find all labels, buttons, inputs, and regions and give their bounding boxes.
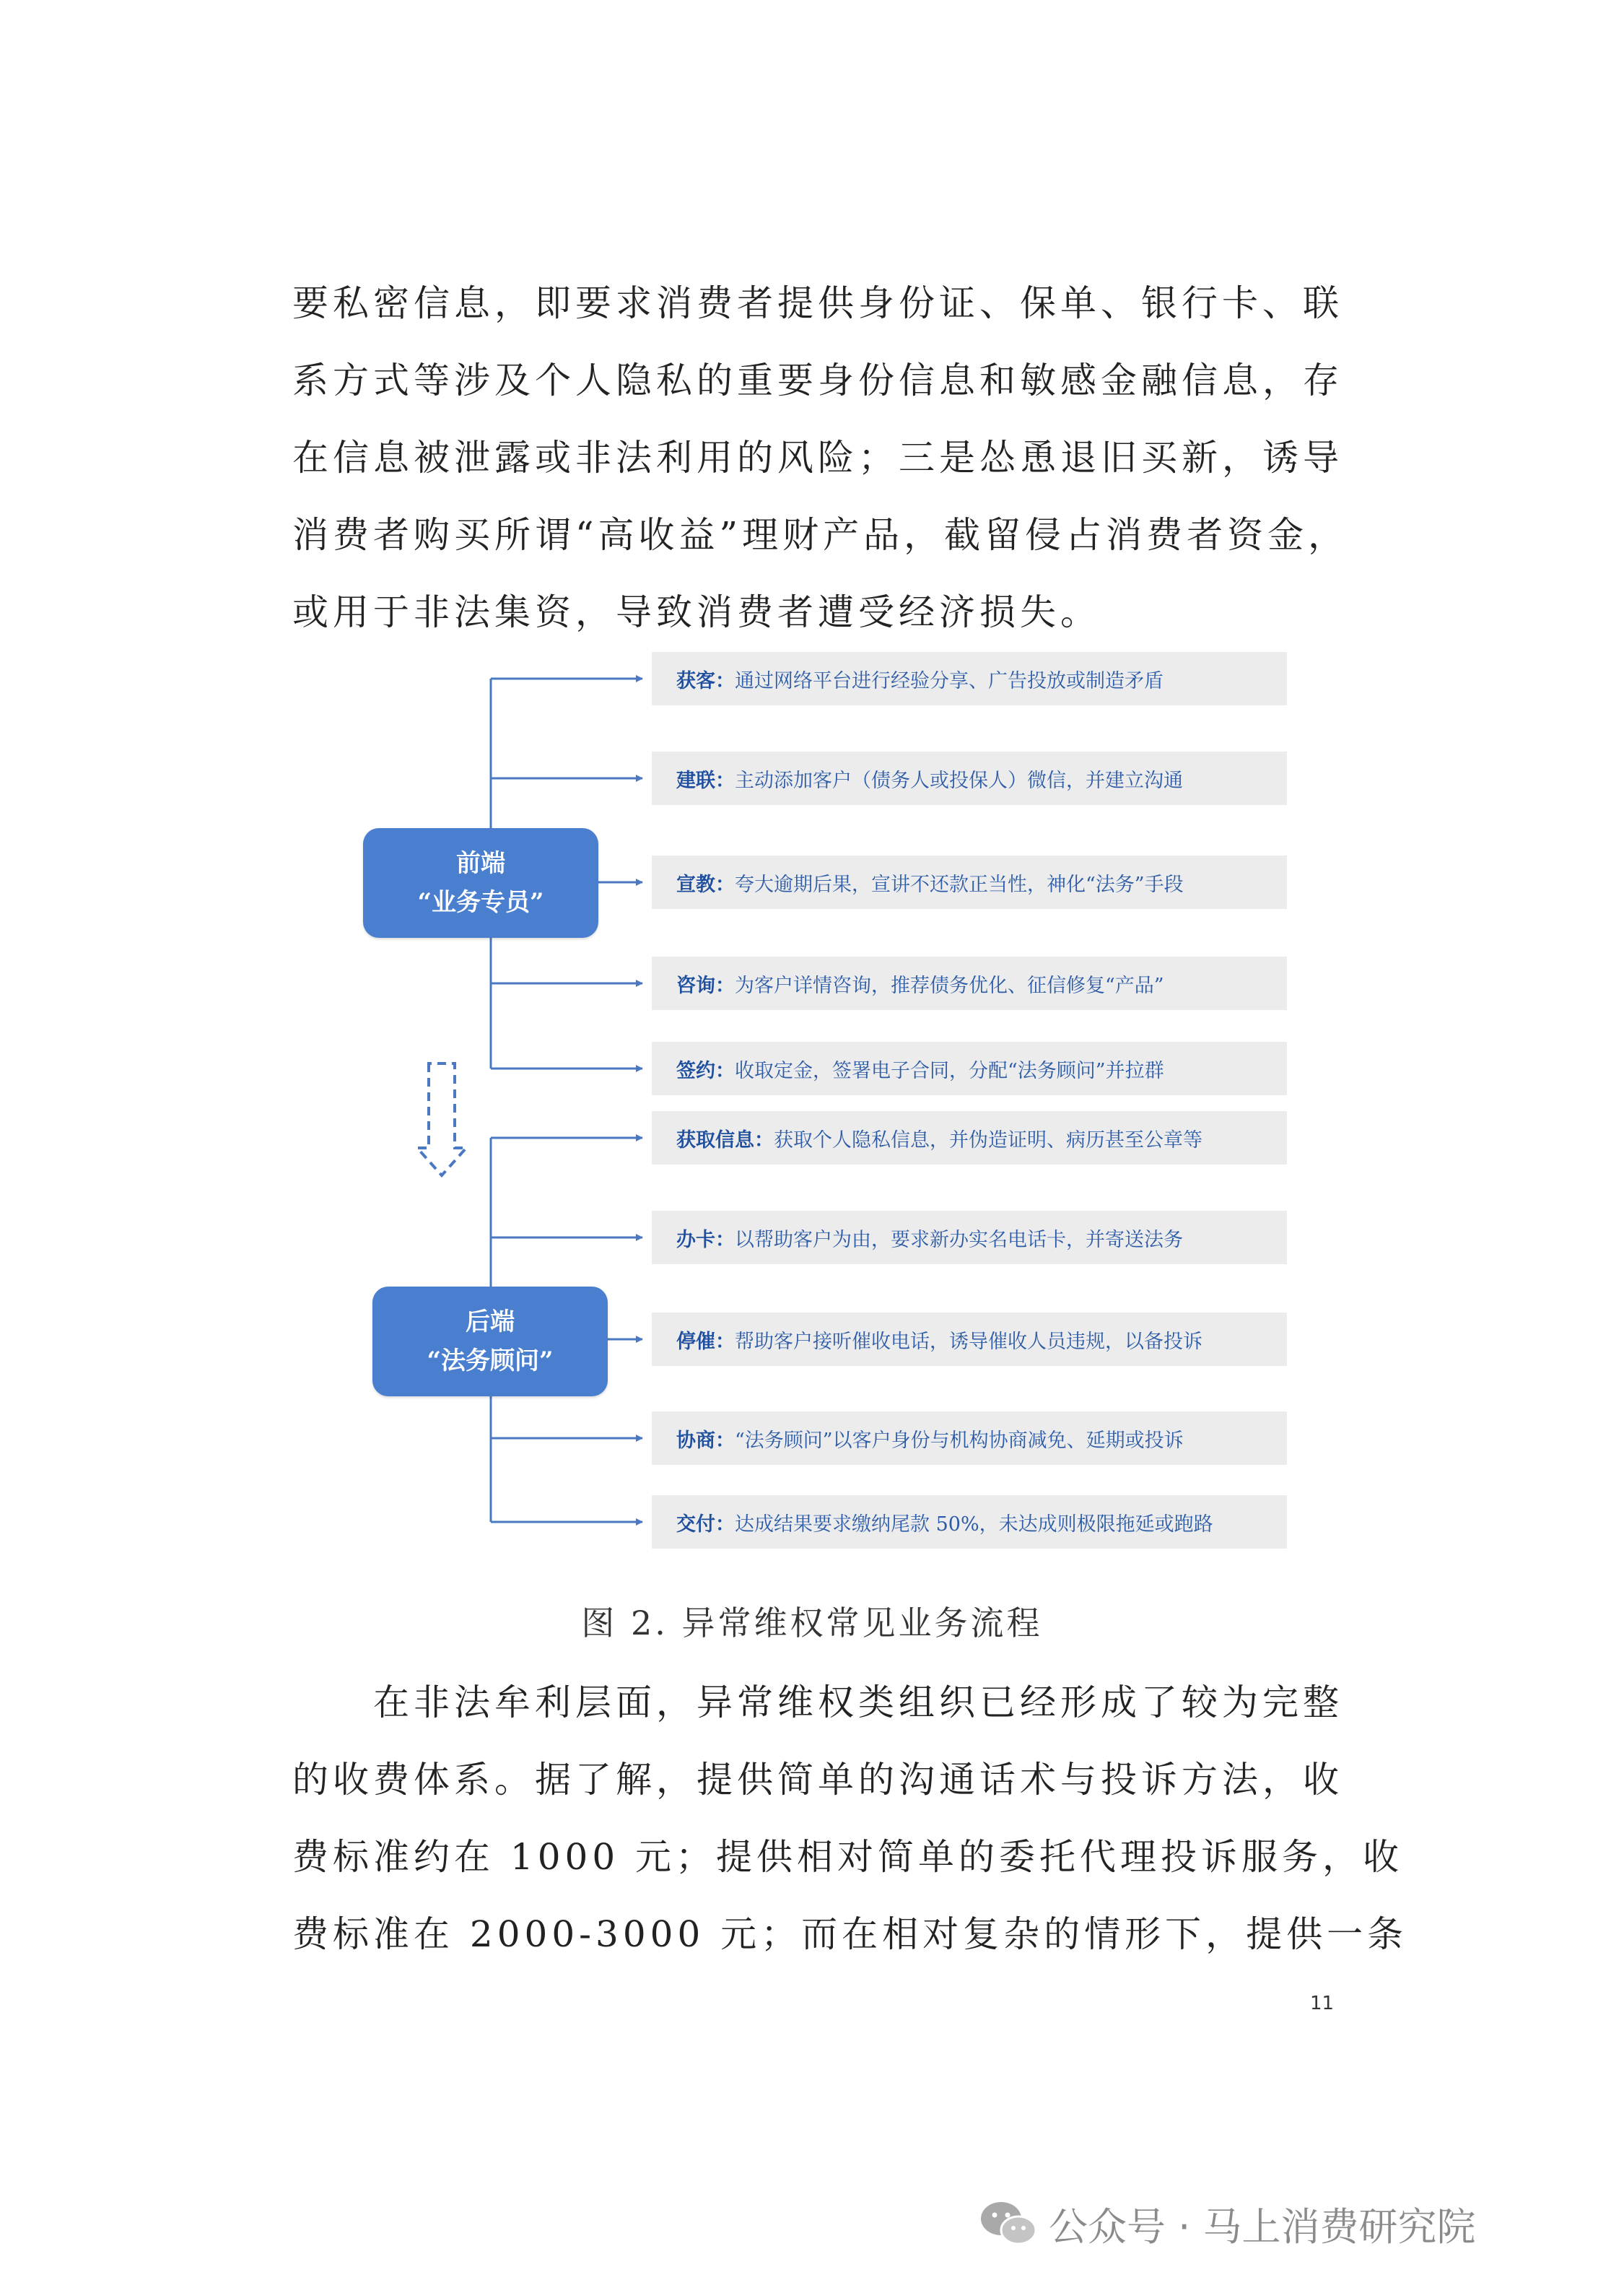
- step-box-deliver: [652, 1495, 1287, 1549]
- dashed-down-arrow: [417, 1063, 466, 1175]
- text-line: 消费者购买所谓“高收益”理财产品，截留侵占消费者资金，: [292, 514, 1349, 556]
- text-line: 系方式等涉及个人隐私的重要身份信息和敏感金融信息，存: [292, 360, 1343, 401]
- step-text: 收取定金，签署电子合同，分配“法务顾问”并拉群: [735, 1059, 1164, 1082]
- text-line: 在信息被泄露或非法利用的风险；三是怂恿退旧买新，诱导: [292, 437, 1343, 479]
- text-line: 要私密信息，即要求消费者提供身份证、保单、银行卡、联: [292, 282, 1343, 324]
- step-text: 帮助客户接听催收电话，诱导催收人员违规，以备投诉: [735, 1330, 1202, 1353]
- back-node-line1: 后端: [466, 1307, 515, 1336]
- step-box-consult: [652, 957, 1287, 1010]
- footer-text: 公众号 · 马上消费研究院: [1049, 2203, 1476, 2250]
- step-text: 通过网络平台进行经验分享、广告投放或制造矛盾: [735, 669, 1164, 692]
- step-term: 办卡：: [676, 1228, 735, 1251]
- step-box-stop-collection: [652, 1313, 1287, 1366]
- step-term: 交付：: [676, 1513, 735, 1536]
- step-term: 咨询：: [676, 974, 735, 997]
- front-end-node: [363, 828, 598, 938]
- footer-watermark: [978, 2195, 1476, 2253]
- wechat-icon: [978, 2198, 1039, 2249]
- step-term: 停催：: [676, 1330, 735, 1353]
- step-text: 夸大逾期后果，宣讲不还款正当性，神化“法务”手段: [735, 873, 1184, 896]
- text-line: 费标准约在 1000 元；提供相对简单的委托代理投诉服务，收: [292, 1836, 1404, 1878]
- paragraph-bottom: [292, 1664, 1408, 1973]
- step-box-sign: [652, 1042, 1287, 1095]
- step-box-acquire: [652, 652, 1287, 705]
- step-term: 签约：: [676, 1059, 735, 1082]
- step-box-negotiate: [652, 1411, 1287, 1465]
- step-box-preach: [652, 856, 1287, 909]
- step-box-connect: [652, 752, 1287, 805]
- text-line: 的收费体系。据了解，提供简单的沟通话术与投诉方法，收: [292, 1759, 1343, 1801]
- figure-caption: 图 2. 异常维权常见业务流程: [581, 1604, 1043, 1642]
- text-line: 费标准在 2000-3000 元；而在相对复杂的情形下，提供一条: [292, 1913, 1408, 1955]
- step-term: 获取信息：: [676, 1128, 774, 1152]
- step-text: 以帮助客户为由，要求新办实名电话卡，并寄送法务: [735, 1228, 1183, 1251]
- step-term: 宣教：: [676, 873, 735, 896]
- step-box-get-info: [652, 1111, 1287, 1165]
- step-box-sim-card: [652, 1211, 1287, 1264]
- step-term: 协商：: [676, 1429, 735, 1452]
- step-text: 为客户详情咨询，推荐债务优化、征信修复“产品”: [735, 974, 1164, 997]
- page-number: 11: [1310, 1993, 1335, 2014]
- step-text: “法务顾问”以客户身份与机构协商减免、延期或投诉: [735, 1429, 1184, 1452]
- back-node-line2: “法务顾问”: [427, 1346, 554, 1375]
- text-line: 在非法牟利层面，异常维权类组织已经形成了较为完整: [292, 1681, 1343, 1723]
- step-text: 达成结果要求缴纳尾款 50%，未达成则极限拖延或跑路: [735, 1513, 1213, 1536]
- step-text: 获取个人隐私信息，并伪造证明、病历甚至公章等: [774, 1128, 1202, 1152]
- back-end-node: [372, 1287, 608, 1396]
- text-line: 或用于非法集资，导致消费者遭受经济损失。: [292, 591, 1101, 633]
- front-node-line1: 前端: [456, 849, 505, 878]
- step-term: 获客：: [676, 669, 735, 692]
- step-text: 主动添加客户（债务人或投保人）微信，并建立沟通: [735, 769, 1183, 792]
- step-term: 建联：: [676, 769, 735, 792]
- front-node-line2: “业务专员”: [417, 888, 544, 917]
